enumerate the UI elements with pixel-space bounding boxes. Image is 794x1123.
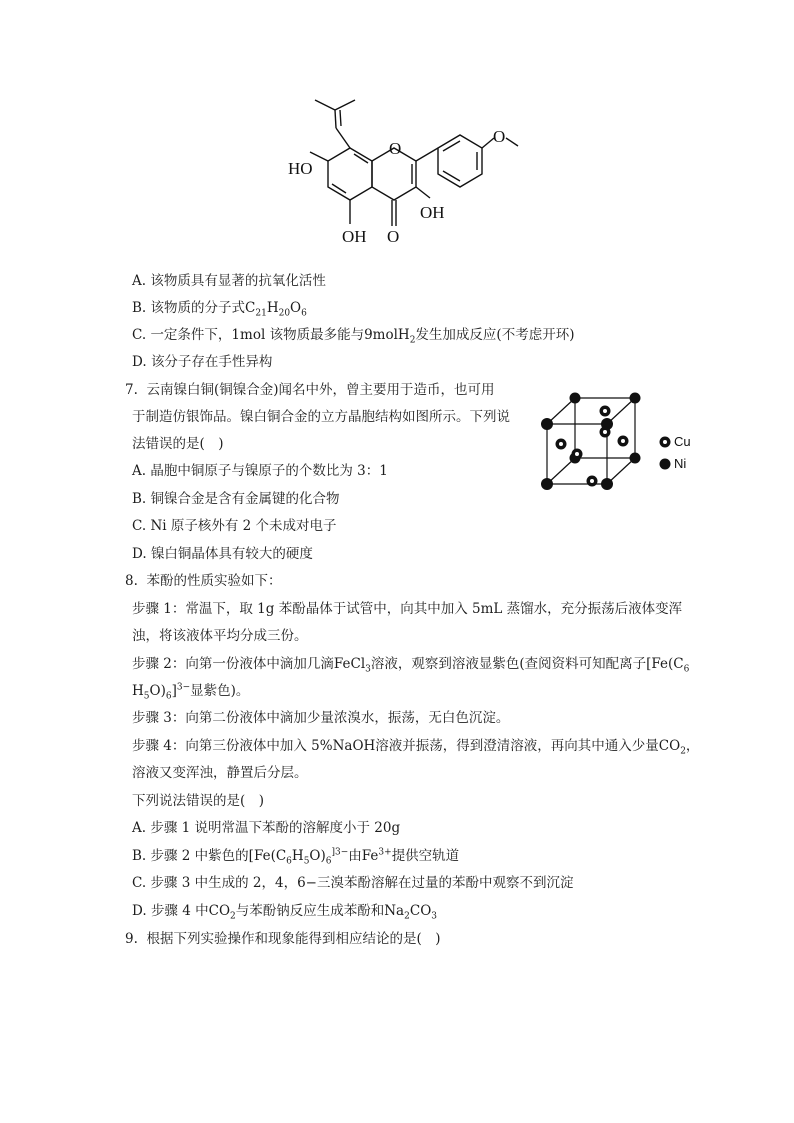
q8-option-a: A. 步骤 1 说明常温下苯酚的溶解度小于 20g [132,820,401,836]
q8-step1-line1: 步骤 1：常温下，取 1g 苯酚晶体于试管中，向其中加入 5mL 蒸馏水，充分振荡后液体变浑 [132,601,683,617]
q7-option-c: C. Ni 原子核外有 2 个未成对电子 [132,518,337,534]
q7-option-b: B. 铜镍合金是含有金属键的化合物 [132,491,340,507]
q7-option-d: D. 镍白铜晶体具有较大的硬度 [132,546,313,562]
ni-atom [630,393,641,404]
methoxy-o-label: O [493,127,506,146]
crystal-cell-diagram [535,386,715,506]
carbonyl-o-label: O [387,227,400,246]
q8-step1-line2: 浊，将该液体平均分成三份。 [132,628,308,644]
q6-option-c: C. 一定条件下，1mol 该物质最多能与9molH$_2$发生加成反应(不考虑开环) [132,327,575,346]
q8-step2-line1: 步骤 2：向第一份液体中滴加几滴FeCl$_3$溶液，观察到溶液显紫色(查阅资料可知配离子[$Fe(C_6$ [132,656,690,675]
q8-option-b: B. 步骤 2 中紫色的[$Fe(C_6H_5O)_6^{]3-}$由$Fe^{3+}$提供空轨道 [132,847,460,867]
q8-stem: 8. 苯酚的性质实验如下： [125,573,282,589]
q6-option-d: D. 该分子存在手性异构 [132,354,273,370]
ho-label: HO [288,159,313,178]
q6-option-b: B. 该物质的分子式$C_{21}H_{20}O_6$ [132,300,307,319]
ni-atom [570,393,581,404]
q8-option-c: C. 步骤 3 中生成的 2，4，6−三溴苯酚溶解在过量的苯酚中观察不到沉淀 [132,875,574,891]
ni-atom [601,478,613,490]
q8-question: 下列说法错误的是( ) [132,793,265,809]
q7-option-a: A. 晶胞中铜原子与镍原子的个数比为 3：1 [132,463,388,479]
q8-step2-line2: $H_5O)_6]^{3-}$显紫色)。 [132,682,250,702]
ring-o-label: O [389,139,402,158]
q9-stem: 9. 根据下列实验操作和现象能得到相应结论的是( ) [125,931,441,947]
q7-stem-line1: 7. 云南镍白铜(铜镍合金)闻名中外，曾主要用于造币，也可用 [125,382,495,398]
oh-label-bottom: OH [342,227,367,246]
q7-stem-line3: 法错误的是( ) [132,436,224,452]
q8-step4-line1: 步骤 4：向第三份液体中加入 5%NaOH溶液并振荡，得到澄清溶液，再向其中通入少量$CO_2$， [132,738,700,757]
legend-cu-label: Cu [674,434,691,449]
q6-option-a: A. 该物质具有显著的抗氧化活性 [132,273,326,289]
legend-ni-symbol [660,459,671,470]
ni-atom [541,418,553,430]
ni-atom [630,453,641,464]
q8-step4-line2: 溶液又变浑浊，静置后分层。 [132,765,308,781]
q7-stem-line2: 于制造仿银饰品。镍白铜合金的立方晶胞结构如图所示。下列说 [132,409,510,425]
molecule-structure-diagram [280,88,520,258]
ni-atom [541,478,553,490]
q8-step3: 步骤 3：向第二份液体中滴加少量浓溴水，振荡，无白色沉淀。 [132,710,510,726]
legend-ni-label: Ni [674,456,687,471]
q8-option-d: D. 步骤 4 中$CO_2$与苯酚钠反应生成苯酚和$Na_2CO_3$ [132,903,437,922]
oh-label-right: OH [420,203,445,222]
